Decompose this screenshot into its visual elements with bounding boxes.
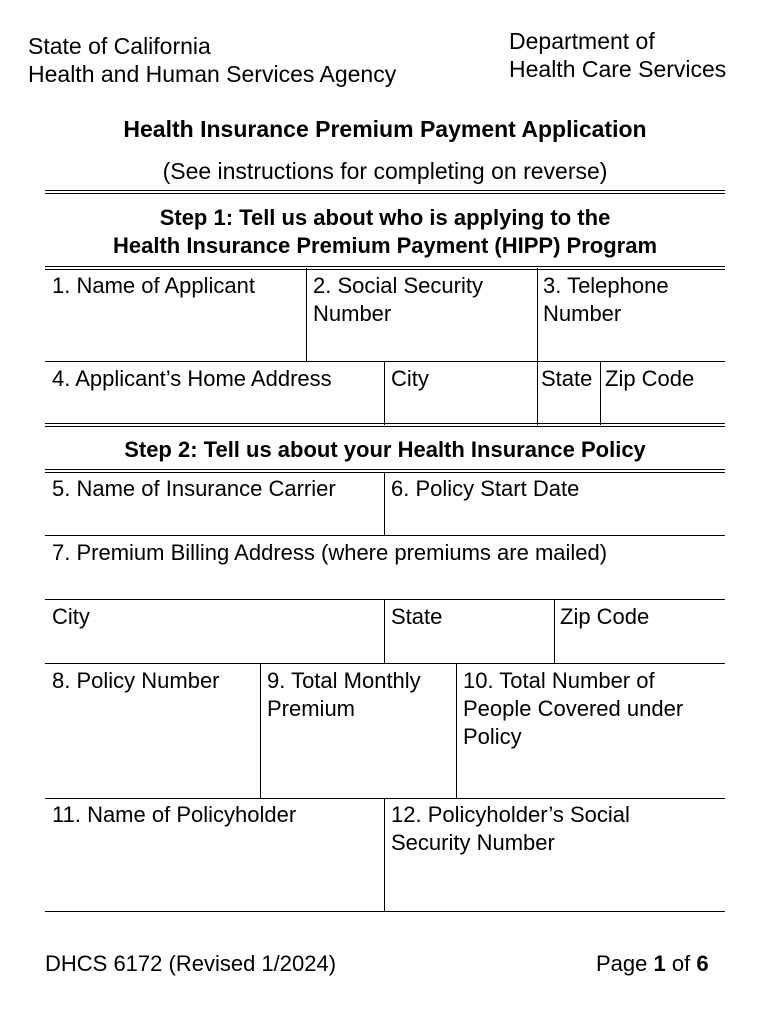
column-divider [384,362,385,425]
section-divider-top [45,190,725,194]
policyholder-name-field[interactable]: 11. Name of Policyholder [52,802,297,827]
step1-heading-line1: Step 1: Tell us about who is applying to the [159,205,611,230]
policyholder-ssn-field[interactable] [391,801,630,857]
form-id: DHCS 6172 (Revised 1/2024) [45,951,337,976]
step1-heading-line2: Health Insurance Premium Payment (HIPP) Program [112,233,658,258]
people-covered-label-line1: 10. Total Number of [463,668,655,693]
applicant-zip-field[interactable]: Zip Code [605,366,695,391]
page-total: 6 [696,951,709,976]
telephone-label-line2: Number [543,301,622,326]
monthly-premium-label-line2: Premium [267,696,356,721]
monthly-premium-field[interactable] [267,667,421,723]
telephone-label-line1: 3. Telephone [543,273,669,298]
column-divider [456,664,457,798]
row-divider [45,663,725,664]
row-divider [45,535,725,536]
column-divider [537,268,538,425]
row-divider [45,361,725,362]
form-title: Health Insurance Premium Payment Application [123,116,647,142]
policy-start-date-field[interactable]: 6. Policy Start Date [391,476,580,501]
column-divider [306,268,307,361]
page-of: of [665,951,697,976]
policy-number-field[interactable]: 8. Policy Number [52,668,220,693]
ssn-field[interactable] [313,272,483,328]
telephone-field[interactable] [543,272,669,328]
column-divider [260,664,261,798]
state-name: State of California [28,33,211,59]
applicant-city-field[interactable]: City [391,366,429,391]
applicant-state-field[interactable]: State [541,366,593,391]
row-divider [45,599,725,600]
people-covered-label-line2: People Covered under [463,696,684,721]
home-address-field[interactable]: 4. Applicant’s Home Address [52,366,332,391]
policyholder-ssn-label-line1: 12. Policyholder’s Social [391,802,630,827]
department-line-1: Department of [509,28,655,54]
monthly-premium-label-line1: 9. Total Monthly [267,668,421,693]
people-covered-label-line3: Policy [463,724,522,749]
page-prefix: Page [596,951,654,976]
applicant-name-field[interactable]: 1. Name of Applicant [52,273,256,298]
step2-heading: Step 2: Tell us about your Health Insurance Policy [124,437,646,462]
ssn-label-line1: 2. Social Security [313,273,483,298]
insurance-carrier-field[interactable]: 5. Name of Insurance Carrier [52,476,336,501]
department-header [509,27,726,83]
column-divider [384,799,385,911]
section-divider [45,423,725,427]
form-subtitle: (See instructions for completing on reverse) [162,158,608,184]
step1-heading [45,204,725,260]
ssn-label-line2: Number [313,301,392,326]
step1-heading-divider [45,266,725,270]
agency-header [28,32,396,88]
row-divider [45,798,725,799]
billing-city-field[interactable]: City [52,604,90,629]
premium-billing-address-field[interactable]: 7. Premium Billing Address (where premiums are mailed) [52,540,608,565]
column-divider [554,600,555,663]
page-indicator [596,951,709,977]
column-divider [384,600,385,663]
billing-state-field[interactable]: State [391,604,443,629]
billing-zip-field[interactable]: Zip Code [560,604,650,629]
table-bottom-border [45,911,725,912]
agency-name: Health and Human Services Agency [28,61,397,87]
column-divider [384,472,385,535]
column-divider [600,362,601,425]
page-current: 1 [653,951,666,976]
people-covered-field[interactable] [463,667,683,751]
step2-heading-divider [45,469,725,473]
policyholder-ssn-label-line2: Security Number [391,830,555,855]
department-line-2: Health Care Services [509,56,727,82]
